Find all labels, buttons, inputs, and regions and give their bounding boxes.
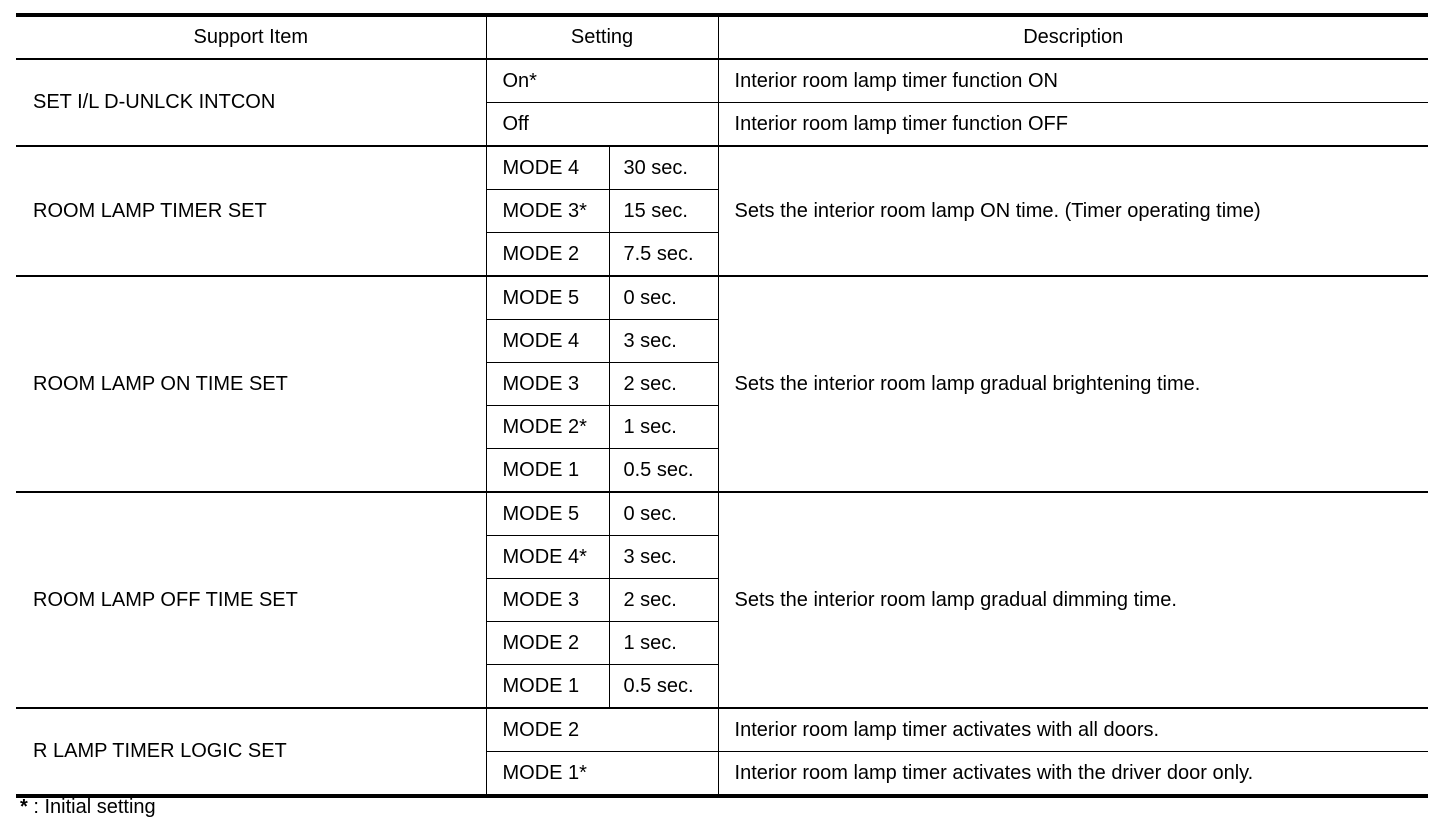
setting-cell: MODE 1* — [486, 752, 718, 797]
value-cell: 15 sec. — [609, 190, 718, 233]
description-cell: Interior room lamp timer activates with all doors. — [718, 708, 1428, 752]
mode-cell: MODE 1 — [486, 449, 609, 493]
header-setting: Setting — [486, 15, 718, 59]
table-row — [16, 276, 1428, 320]
mode-cell: MODE 5 — [486, 492, 609, 536]
mode-cell: MODE 4* — [486, 536, 609, 579]
setting-cell: MODE 2 — [486, 708, 718, 752]
description-cell: Sets the interior room lamp ON time. (Timer operating time) — [718, 146, 1428, 276]
mode-cell: MODE 2* — [486, 406, 609, 449]
value-cell: 0.5 sec. — [609, 665, 718, 709]
support-item-cell: ROOM LAMP OFF TIME SET — [16, 492, 486, 708]
mode-cell: MODE 3 — [486, 579, 609, 622]
description-cell: Sets the interior room lamp gradual brightening time. — [718, 276, 1428, 492]
value-cell: 2 sec. — [609, 579, 718, 622]
support-item-cell: ROOM LAMP ON TIME SET — [16, 276, 486, 492]
value-cell: 1 sec. — [609, 406, 718, 449]
description-cell: Interior room lamp timer activates with the driver door only. — [718, 752, 1428, 797]
table-row — [16, 708, 1428, 752]
description-cell: Sets the interior room lamp gradual dimming time. — [718, 492, 1428, 708]
support-item-table — [16, 13, 1428, 798]
mode-cell: MODE 3 — [486, 363, 609, 406]
value-cell: 2 sec. — [609, 363, 718, 406]
table-row — [16, 59, 1428, 103]
mode-cell: MODE 2 — [486, 622, 609, 665]
setting-cell: On* — [486, 59, 718, 103]
table-row — [16, 146, 1428, 190]
value-cell: 0 sec. — [609, 276, 718, 320]
value-cell: 3 sec. — [609, 320, 718, 363]
value-cell: 30 sec. — [609, 146, 718, 190]
description-cell: Interior room lamp timer function OFF — [718, 103, 1428, 147]
description-cell: Interior room lamp timer function ON — [718, 59, 1428, 103]
value-cell: 7.5 sec. — [609, 233, 718, 277]
support-item-cell: SET I/L D-UNLCK INTCON — [16, 59, 486, 146]
mode-cell: MODE 5 — [486, 276, 609, 320]
value-cell: 0 sec. — [609, 492, 718, 536]
footnote-symbol: * — [20, 796, 28, 818]
table-row — [16, 492, 1428, 536]
footnote-text: : Initial setting — [33, 796, 156, 818]
value-cell: 1 sec. — [609, 622, 718, 665]
mode-cell: MODE 4 — [486, 146, 609, 190]
header-support-item: Support Item — [16, 15, 486, 59]
value-cell: 3 sec. — [609, 536, 718, 579]
support-item-cell: ROOM LAMP TIMER SET — [16, 146, 486, 276]
mode-cell: MODE 2 — [486, 233, 609, 277]
value-cell: 0.5 sec. — [609, 449, 718, 493]
support-item-cell: R LAMP TIMER LOGIC SET — [16, 708, 486, 796]
setting-cell: Off — [486, 103, 718, 147]
header-description: Description — [718, 15, 1428, 59]
mode-cell: MODE 3* — [486, 190, 609, 233]
footnote — [20, 796, 156, 819]
mode-cell: MODE 4 — [486, 320, 609, 363]
table-header-row — [16, 15, 1428, 59]
mode-cell: MODE 1 — [486, 665, 609, 709]
